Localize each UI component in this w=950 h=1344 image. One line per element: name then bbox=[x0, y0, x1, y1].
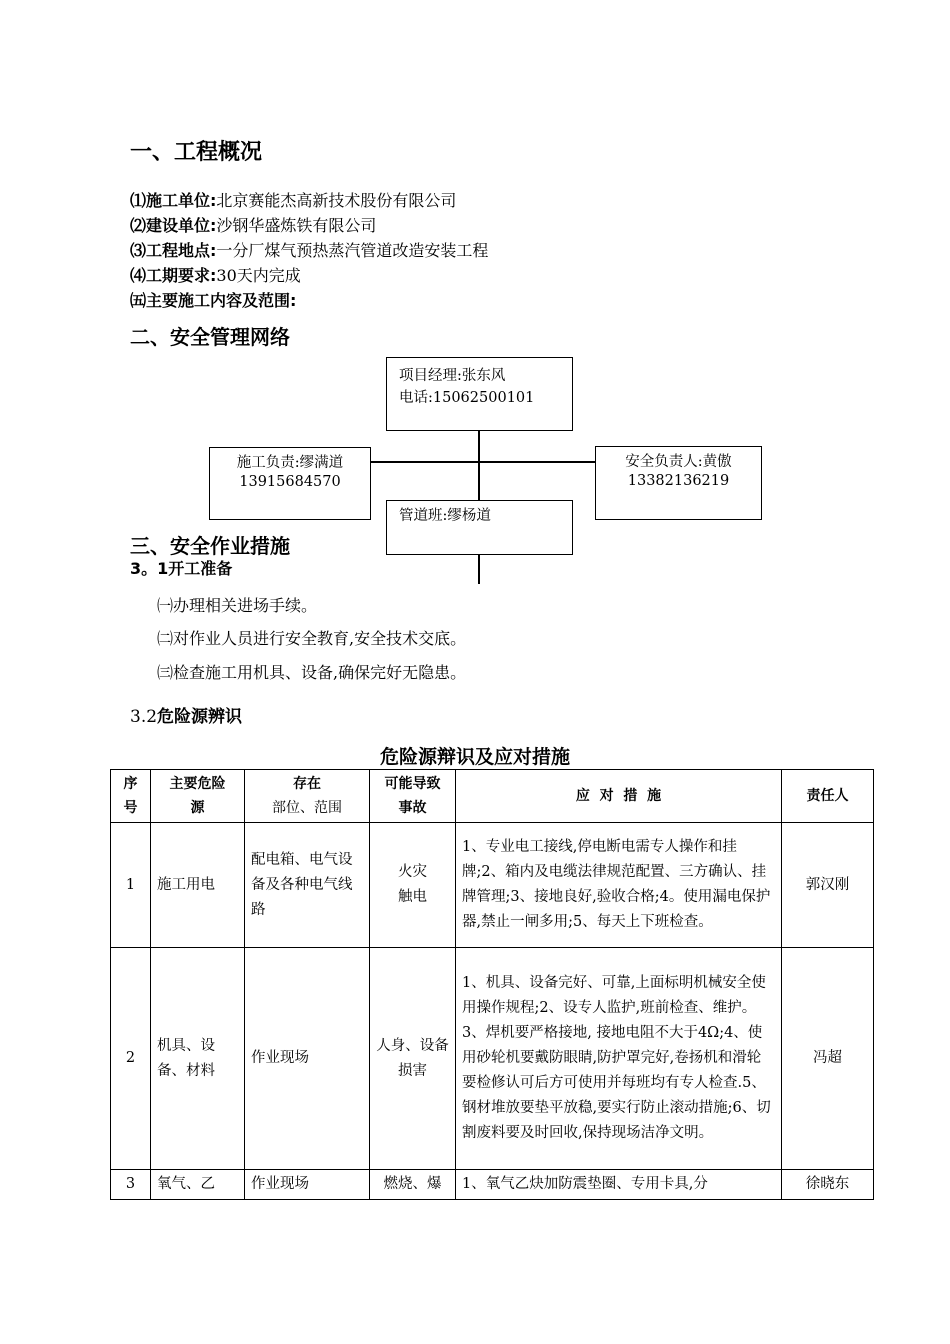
overview-item bbox=[130, 238, 488, 261]
cell-accident: 人身、设备损害 bbox=[370, 948, 456, 1170]
overview-item bbox=[130, 213, 376, 236]
prep-title: 3。1开工准备 bbox=[130, 559, 233, 578]
cell-responsible: 徐晓东 bbox=[782, 1170, 874, 1200]
table-row bbox=[111, 948, 874, 1170]
org-construction-phone: 13915684570 bbox=[239, 474, 341, 490]
org-box-construction-lead bbox=[209, 447, 371, 520]
cell-measures: 1、氧气乙炔加防震垫圈、专用卡具,分 bbox=[456, 1170, 782, 1200]
org-connector-horizontal bbox=[370, 461, 596, 463]
org-pipe-name: 管道班:缪杨道 bbox=[399, 508, 491, 524]
section-title-safety-measures: 三、安全作业措施 bbox=[130, 534, 290, 558]
org-box-project-manager bbox=[386, 357, 573, 431]
overview-label: ⑷工期要求: bbox=[130, 266, 217, 285]
table-row bbox=[111, 823, 874, 948]
section-title-safety-network: 二、安全管理网络 bbox=[130, 325, 290, 349]
org-safety-name: 安全负责人:黄傲 bbox=[625, 454, 732, 470]
cell-source: 氧气、乙 bbox=[151, 1170, 245, 1200]
overview-value: 北京赛能杰高新技术股份有限公司 bbox=[216, 191, 457, 210]
cell-source: 机具、设备、材料 bbox=[151, 948, 245, 1170]
table-header-row bbox=[111, 770, 874, 823]
overview-item bbox=[130, 188, 456, 211]
header-responsible: 责任人 bbox=[782, 770, 874, 823]
cell-no: 2 bbox=[111, 948, 151, 1170]
org-safety-phone: 13382136219 bbox=[627, 473, 730, 489]
cell-accident: 火灾 触电 bbox=[370, 823, 456, 948]
overview-item bbox=[130, 263, 301, 286]
overview-value: 沙钢华盛炼铁有限公司 bbox=[216, 216, 377, 235]
org-box-pipe-team bbox=[386, 500, 573, 555]
org-construction-name: 施工负责:缪满道 bbox=[236, 455, 344, 471]
cell-measures: 1、机具、设备完好、可靠,上面标明机械安全使用操作规程;2、设专人监护,班前检查、维护。3、焊机要严格接地, 接地电阻不大于4Ω;4、使用砂轮机要戴防眼睛,防护罩完好,卷扬机和滑轮要检修认可后方可使用并每班均有专人检查.5、钢材堆放要垫平放稳,要实行防止滚动措施;6、切割废料要及时回收,保持现场洁净文明。 bbox=[456, 948, 782, 1170]
hazard-heading-text: 危险源辨识 bbox=[157, 707, 243, 727]
prep-item: ㈠办理相关进场手续。 bbox=[157, 596, 318, 615]
cell-location: 配电箱、电气设备及各种电气线路 bbox=[245, 823, 370, 948]
overview-item bbox=[130, 288, 296, 311]
cell-responsible: 郭汉刚 bbox=[782, 823, 874, 948]
table-title: 危险源辩识及应对措施 bbox=[379, 746, 570, 768]
section-title-overview: 一、工程概况 bbox=[130, 140, 263, 165]
hazard-heading-num: 3.2 bbox=[130, 707, 158, 727]
cell-accident: 燃烧、爆 bbox=[370, 1170, 456, 1200]
hazard-heading bbox=[130, 702, 242, 727]
prep-item: ㈢检查施工用机具、设备,确保完好无隐患。 bbox=[157, 663, 467, 682]
org-manager-phone: 电话:15062500101 bbox=[399, 390, 535, 406]
header-accident: 可能导致 事故 bbox=[370, 770, 456, 823]
cell-location: 作业现场 bbox=[245, 948, 370, 1170]
cell-responsible: 冯超 bbox=[782, 948, 874, 1170]
header-source: 主要危险 源 bbox=[151, 770, 245, 823]
cell-no: 3 bbox=[111, 1170, 151, 1200]
hazard-table bbox=[110, 769, 874, 1200]
overview-label: ⑶工程地点: bbox=[130, 241, 217, 260]
org-manager-name: 项目经理:张东风 bbox=[399, 368, 506, 384]
org-box-safety-lead bbox=[595, 446, 762, 520]
cell-location: 作业现场 bbox=[245, 1170, 370, 1200]
prep-item: ㈡对作业人员进行安全教育,安全技术交底。 bbox=[157, 629, 467, 648]
cell-measures: 1、专业电工接线,停电断电需专人操作和挂牌;2、箱内及电缆法律规范配置、三方确认、挂牌管理;3、接地良好,验收合格;4。使用漏电保护器,禁止一闸多用;5、每天上下班检查。 bbox=[456, 823, 782, 948]
header-location: 存在 部位、范围 bbox=[245, 770, 370, 823]
overview-value: 一分厂煤气预热蒸汽管道改造安装工程 bbox=[216, 241, 489, 260]
overview-label: ㈤主要施工内容及范围: bbox=[130, 291, 297, 310]
cell-no: 1 bbox=[111, 823, 151, 948]
cell-source: 施工用电 bbox=[151, 823, 245, 948]
header-measures: 应 对 措 施 bbox=[456, 770, 782, 823]
table-row bbox=[111, 1170, 874, 1200]
overview-label: ⑴施工单位: bbox=[130, 191, 217, 210]
header-no: 序 号 bbox=[111, 770, 151, 823]
overview-label: ⑵建设单位: bbox=[130, 216, 217, 235]
overview-value: 30天内完成 bbox=[216, 266, 301, 285]
